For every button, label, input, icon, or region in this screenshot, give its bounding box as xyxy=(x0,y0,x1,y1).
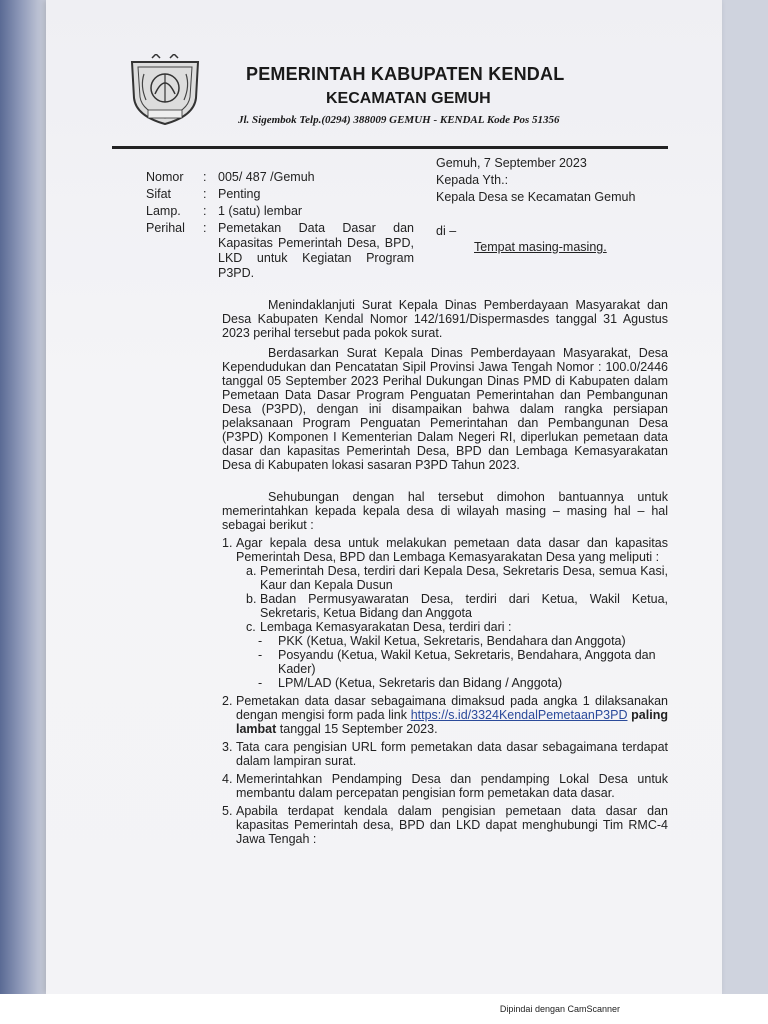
recipient-di: di – xyxy=(436,224,457,238)
sub-item-label: b. xyxy=(246,592,257,606)
sub-item-b xyxy=(246,592,668,620)
letterhead-title: PEMERINTAH KABUPATEN KENDAL xyxy=(246,64,565,84)
recipient-name: Kepala Desa se Kecamatan Gemuh xyxy=(436,190,636,204)
list-item-text: Pemetakan data dasar sebagaimana dimaksud pada angka 1 dilaksanakan dengan mengisi form pada link xyxy=(236,694,668,722)
deadline-emphasis: paling lambat xyxy=(236,708,668,736)
dash-item-posyandu xyxy=(258,648,668,676)
sub-item-text: Pemerintah Desa, terdiri dari Kepala Desa, Sekretaris Desa, semua Kasi, Kaur dan Kepala Dusun xyxy=(260,564,668,592)
list-number: 5. xyxy=(222,804,233,818)
paragraph-2: Berdasarkan Surat Kepala Dinas Pemberdayaan Masyarakat, Desa Kependudukan dan Pencatatan Sipil Provinsi Jawa Tengah Nomor : 100.0/2446 tanggal 05 September 2023 Perihal Dukungan Dinas PMD di Kabupaten dalam Pemetaan Data Dasar Program Penguatan Pemerintahan dan Pembangunan Desa (P3PD), dengan ini disampaikan bahwa dalam rangka persiapan pelaksanaan Program Penguatan Pemerintahan dan Pembangunan Desa (P3PD) Komponen I Kementerian Dalam Negeri RI, diperlukan pemetaan data dasar dan kapasitas Pemerintah Desa, BPD dan Lembaga Kemasyarakatan Desa di Kabupaten lokasi sasaran P3PD Tahun 2023. xyxy=(222,346,668,472)
list-number: 4. xyxy=(222,772,233,786)
sub-item-text: Badan Permusyawaratan Desa, terdiri dari Ketua, Wakil Ketua, Sekretaris, Ketua Bidang dan Anggota xyxy=(260,592,668,620)
dash-item-text: LPM/LAD (Ketua, Sekretaris dan Bidang / Anggota) xyxy=(278,676,563,690)
meta-value: Penting xyxy=(218,187,261,201)
list-item-1 xyxy=(222,536,668,564)
dash-bullet: - xyxy=(258,648,263,662)
list-item-text: Apabila terdapat kendala dalam pengisian pemetaan data dasar dan kapasitas Pemerintah desa, BPD dan LKD dapat menghubungi Tim RMC-4 Jawa Tengah : xyxy=(236,804,668,846)
instruction-list xyxy=(222,536,668,846)
dash-bullet: - xyxy=(258,634,263,648)
kendal-coat-of-arms-logo xyxy=(122,54,208,128)
list-item-3 xyxy=(222,740,668,768)
sub-item-a xyxy=(246,564,668,592)
letterhead-divider xyxy=(112,146,668,149)
list-item-2 xyxy=(222,694,668,736)
list-item-text: Tata cara pengisian URL form pemetakan data dasar sebagaimana terdapat dalam lampiran surat. xyxy=(236,740,668,768)
meta-key: Lamp. xyxy=(146,204,181,218)
paragraph-3: Sehubungan dengan hal tersebut dimohon bantuannya untuk memerintahkan kepada kepala desa di wilayah masing – masing hal – hal sebagai berikut : xyxy=(222,490,668,532)
camscanner-footer: Dipindai dengan CamScanner xyxy=(499,1004,620,1014)
dash-item-text: PKK (Ketua, Wakil Ketua, Sekretaris, Bendahara dan Anggota) xyxy=(278,634,626,648)
letter-date: Gemuh, 7 September 2023 xyxy=(436,156,587,170)
meta-value: Pemetakan Data Dasar dan Kapasitas Pemerintah Desa, BPD, LKD untuk Kegiatan Program P3PD. xyxy=(218,221,414,280)
recipient-salutation: Kepada Yth.: xyxy=(436,173,509,187)
list-number: 1. xyxy=(222,536,233,550)
list-item-text-end: tanggal 15 September 2023. xyxy=(279,722,438,736)
meta-key: Perihal xyxy=(146,221,185,235)
sub-item-label: c. xyxy=(246,620,256,634)
footer-band xyxy=(0,994,768,1024)
paragraph-1: Menindaklanjuti Surat Kepala Dinas Pemberdayaan Masyarakat dan Desa Kabupaten Kendal Nomor 142/1691/Dispermasdes tanggal 31 Agustus 2023 perihal tersebut pada pokok surat. xyxy=(222,298,668,340)
recipient-place: Tempat masing-masing. xyxy=(474,240,607,254)
dash-item-text: Posyandu (Ketua, Wakil Ketua, Sekretaris, Bendahara, Anggota dan Kader) xyxy=(278,648,656,676)
letterhead-address: Jl. Sigembok Telp.(0294) 388009 GEMUH - KENDAL Kode Pos 51356 xyxy=(238,114,560,126)
list-item-5 xyxy=(222,804,668,846)
dash-item-lpm xyxy=(258,676,668,690)
letterhead-subtitle: KECAMATAN GEMUH xyxy=(326,90,491,107)
meta-key: Nomor xyxy=(146,170,184,184)
form-link[interactable]: https://s.id/3324KendalPemetaanP3PD xyxy=(410,708,628,722)
list-number: 2. xyxy=(222,694,233,708)
sub-item-text: Lembaga Kemasyarakatan Desa, terdiri dari : xyxy=(260,620,512,634)
sub-item-c xyxy=(246,620,668,634)
list-number: 3. xyxy=(222,740,233,754)
list-item-text: Memerintahkan Pendamping Desa dan pendamping Lokal Desa untuk membantu dalam percepatan pengisian form pemetakan data dasar. xyxy=(236,772,668,800)
dash-bullet: - xyxy=(258,676,263,690)
dash-item-pkk xyxy=(258,634,668,648)
meta-key: Sifat xyxy=(146,187,172,201)
sub-item-label: a. xyxy=(246,564,257,578)
meta-value: 1 (satu) lembar xyxy=(218,204,303,218)
meta-value: 005/ 487 /Gemuh xyxy=(218,170,315,184)
list-item-text: Agar kepala desa untuk melakukan pemetaan data dasar dan kapasitas Pemerintah Desa, BPD dan Lembaga Kemasyarakatan Desa yang meliputi : xyxy=(236,536,668,564)
list-item-4 xyxy=(222,772,668,800)
